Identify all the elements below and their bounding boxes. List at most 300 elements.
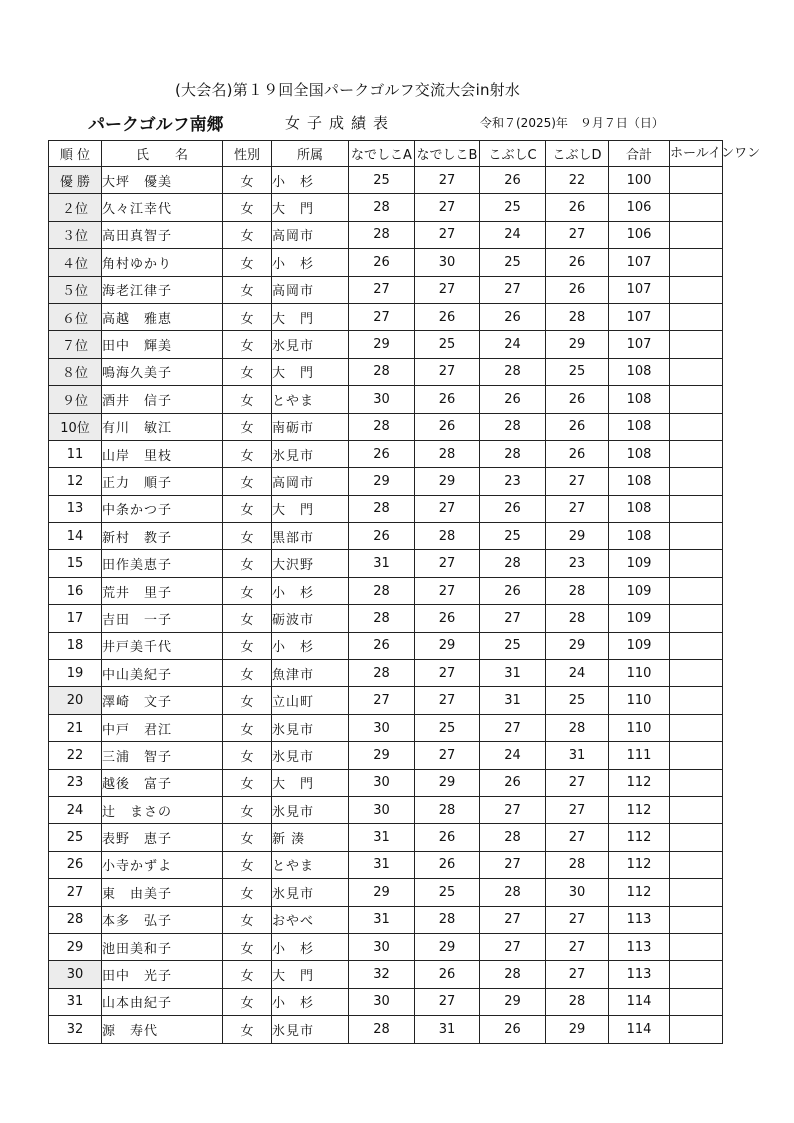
rank-cell: 17 [49,605,102,632]
score-nadeshiko-a: 28 [349,1016,415,1043]
name-cell: 中条かつ子 [102,495,223,522]
gender-cell: 女 [223,413,272,440]
score-nadeshiko-a: 31 [349,906,415,933]
total-cell: 112 [609,851,670,878]
hole-in-one-cell [670,851,723,878]
score-kobushi-d: 27 [546,495,609,522]
total-cell: 108 [609,495,670,522]
score-kobushi-c: 29 [480,988,546,1015]
total-cell: 108 [609,468,670,495]
name-cell: 田中 光子 [102,961,223,988]
total-cell: 114 [609,988,670,1015]
name-cell: 三浦 智子 [102,742,223,769]
score-kobushi-c: 26 [480,303,546,330]
rank-cell: 24 [49,796,102,823]
score-kobushi-d: 26 [546,249,609,276]
score-nadeshiko-a: 31 [349,824,415,851]
table-row [49,550,723,577]
score-nadeshiko-b: 28 [415,440,480,467]
score-kobushi-c: 26 [480,495,546,522]
table-row [49,961,723,988]
rank-cell: 29 [49,933,102,960]
total-cell: 108 [609,440,670,467]
table-row [49,851,723,878]
score-nadeshiko-a: 31 [349,550,415,577]
affiliation-cell: おやべ [272,906,349,933]
total-cell: 108 [609,523,670,550]
score-kobushi-d: 29 [546,1016,609,1043]
gender-cell: 女 [223,523,272,550]
name-cell: 本多 弘子 [102,906,223,933]
rank-cell: 28 [49,906,102,933]
score-nadeshiko-a: 30 [349,933,415,960]
score-nadeshiko-a: 30 [349,988,415,1015]
affiliation-cell: 小 杉 [272,988,349,1015]
affiliation-cell: 大 門 [272,961,349,988]
table-row [49,468,723,495]
total-cell: 112 [609,824,670,851]
affiliation-cell: 大 門 [272,194,349,221]
score-nadeshiko-a: 26 [349,440,415,467]
score-nadeshiko-b: 27 [415,495,480,522]
header-hole-in-one: ホールインワン [670,141,723,167]
score-kobushi-d: 28 [546,577,609,604]
score-kobushi-d: 29 [546,331,609,358]
score-kobushi-c: 28 [480,824,546,851]
score-kobushi-c: 26 [480,167,546,194]
score-nadeshiko-b: 25 [415,331,480,358]
score-kobushi-c: 25 [480,523,546,550]
score-kobushi-d: 27 [546,824,609,851]
gender-cell: 女 [223,358,272,385]
score-kobushi-c: 28 [480,358,546,385]
name-cell: 吉田 一子 [102,605,223,632]
gender-cell: 女 [223,906,272,933]
hole-in-one-cell [670,495,723,522]
hole-in-one-cell [670,1016,723,1043]
score-kobushi-d: 28 [546,303,609,330]
score-kobushi-d: 28 [546,851,609,878]
gender-cell: 女 [223,249,272,276]
score-nadeshiko-a: 28 [349,605,415,632]
name-cell: 田作美恵子 [102,550,223,577]
rank-cell: 26 [49,851,102,878]
sheet-title: 女子成績表 [285,114,396,132]
gender-cell: 女 [223,605,272,632]
score-kobushi-c: 28 [480,440,546,467]
total-cell: 108 [609,358,670,385]
name-cell: 鳴海久美子 [102,358,223,385]
score-nadeshiko-b: 29 [415,933,480,960]
score-kobushi-c: 31 [480,660,546,687]
hole-in-one-cell [670,249,723,276]
rank-cell: ７位 [49,331,102,358]
hole-in-one-cell [670,550,723,577]
total-cell: 109 [609,605,670,632]
score-nadeshiko-a: 26 [349,249,415,276]
score-kobushi-d: 24 [546,660,609,687]
name-cell: 酒井 信子 [102,386,223,413]
hole-in-one-cell [670,824,723,851]
table-row [49,906,723,933]
table-row [49,660,723,687]
score-nadeshiko-a: 27 [349,276,415,303]
score-nadeshiko-b: 26 [415,303,480,330]
affiliation-cell: 高岡市 [272,468,349,495]
rank-cell: 22 [49,742,102,769]
score-kobushi-d: 26 [546,194,609,221]
gender-cell: 女 [223,386,272,413]
name-cell: 高田真智子 [102,221,223,248]
total-cell: 109 [609,550,670,577]
score-kobushi-d: 29 [546,632,609,659]
score-nadeshiko-b: 27 [415,988,480,1015]
score-kobushi-d: 27 [546,221,609,248]
gender-cell: 女 [223,194,272,221]
score-nadeshiko-b: 27 [415,167,480,194]
score-nadeshiko-b: 27 [415,358,480,385]
table-row [49,879,723,906]
score-nadeshiko-a: 28 [349,495,415,522]
score-kobushi-d: 27 [546,933,609,960]
hole-in-one-cell [670,632,723,659]
rank-cell: 23 [49,769,102,796]
rank-cell: 20 [49,687,102,714]
header-total: 合計 [609,141,670,167]
name-cell: 越後 富子 [102,769,223,796]
name-cell: 大坪 優美 [102,167,223,194]
table-row [49,249,723,276]
table-row [49,331,723,358]
gender-cell: 女 [223,988,272,1015]
hole-in-one-cell [670,769,723,796]
total-cell: 110 [609,714,670,741]
affiliation-cell: 小 杉 [272,249,349,276]
header-nadeshiko-a: なでしこA [349,141,415,167]
name-cell: 山岸 里枝 [102,440,223,467]
name-cell: 辻 まさの [102,796,223,823]
gender-cell: 女 [223,796,272,823]
score-nadeshiko-a: 27 [349,303,415,330]
name-cell: 久々江幸代 [102,194,223,221]
table-row [49,440,723,467]
score-nadeshiko-b: 27 [415,194,480,221]
score-nadeshiko-b: 26 [415,386,480,413]
hole-in-one-cell [670,468,723,495]
score-kobushi-d: 27 [546,961,609,988]
total-cell: 106 [609,194,670,221]
hole-in-one-cell [670,523,723,550]
rank-cell: 12 [49,468,102,495]
table-row [49,303,723,330]
score-kobushi-c: 28 [480,413,546,440]
name-cell: 有川 敏江 [102,413,223,440]
gender-cell: 女 [223,468,272,495]
gender-cell: 女 [223,550,272,577]
rank-cell: 10位 [49,413,102,440]
table-row [49,276,723,303]
affiliation-cell: とやま [272,851,349,878]
total-cell: 107 [609,276,670,303]
total-cell: 112 [609,769,670,796]
rank-cell: 32 [49,1016,102,1043]
score-nadeshiko-a: 29 [349,742,415,769]
affiliation-cell: 高岡市 [272,276,349,303]
gender-cell: 女 [223,440,272,467]
rank-cell: 11 [49,440,102,467]
score-nadeshiko-b: 27 [415,742,480,769]
total-cell: 106 [609,221,670,248]
organization-name: パークゴルフ南郷 [88,115,224,135]
score-nadeshiko-a: 26 [349,523,415,550]
score-nadeshiko-b: 28 [415,906,480,933]
name-cell: 中戸 君江 [102,714,223,741]
hole-in-one-cell [670,331,723,358]
score-nadeshiko-b: 28 [415,523,480,550]
gender-cell: 女 [223,824,272,851]
score-nadeshiko-b: 27 [415,221,480,248]
affiliation-cell: 氷見市 [272,742,349,769]
total-cell: 113 [609,906,670,933]
rank-cell: ８位 [49,358,102,385]
affiliation-cell: 小 杉 [272,167,349,194]
name-cell: 海老江律子 [102,276,223,303]
table-row [49,742,723,769]
gender-cell: 女 [223,495,272,522]
score-nadeshiko-b: 27 [415,577,480,604]
score-kobushi-c: 26 [480,1016,546,1043]
total-cell: 113 [609,961,670,988]
rank-cell: ２位 [49,194,102,221]
score-kobushi-d: 25 [546,358,609,385]
table-row [49,577,723,604]
table-row [49,933,723,960]
results-table [48,140,761,1044]
score-nadeshiko-b: 26 [415,824,480,851]
rank-cell: 25 [49,824,102,851]
header-name: 氏 名 [102,141,223,167]
score-nadeshiko-b: 27 [415,550,480,577]
score-kobushi-c: 27 [480,906,546,933]
score-kobushi-d: 27 [546,906,609,933]
affiliation-cell: 小 杉 [272,933,349,960]
hole-in-one-cell [670,879,723,906]
score-kobushi-d: 29 [546,523,609,550]
score-kobushi-c: 24 [480,221,546,248]
score-nadeshiko-b: 29 [415,769,480,796]
score-kobushi-d: 26 [546,440,609,467]
name-cell: 池田美和子 [102,933,223,960]
score-kobushi-c: 26 [480,577,546,604]
hole-in-one-cell [670,413,723,440]
table-row [49,632,723,659]
score-kobushi-d: 28 [546,714,609,741]
gender-cell: 女 [223,851,272,878]
score-kobushi-c: 24 [480,331,546,358]
score-nadeshiko-a: 27 [349,687,415,714]
header-kobushi-d: こぶしD [546,141,609,167]
score-nadeshiko-b: 29 [415,468,480,495]
gender-cell: 女 [223,632,272,659]
score-nadeshiko-b: 30 [415,249,480,276]
score-nadeshiko-b: 25 [415,714,480,741]
score-kobushi-c: 28 [480,879,546,906]
gender-cell: 女 [223,879,272,906]
affiliation-cell: 氷見市 [272,714,349,741]
table-row [49,221,723,248]
rank-cell: ６位 [49,303,102,330]
score-kobushi-c: 24 [480,742,546,769]
tournament-title: (大会名)第１９回全国パークゴルフ交流大会in射水 [175,81,521,99]
total-cell: 112 [609,796,670,823]
total-cell: 108 [609,413,670,440]
rank-cell: 15 [49,550,102,577]
score-kobushi-c: 28 [480,550,546,577]
affiliation-cell: 大 門 [272,769,349,796]
hole-in-one-cell [670,687,723,714]
score-nadeshiko-b: 29 [415,632,480,659]
hole-in-one-cell [670,660,723,687]
score-nadeshiko-b: 26 [415,413,480,440]
hole-in-one-cell [670,358,723,385]
affiliation-cell: 氷見市 [272,1016,349,1043]
rank-cell: 16 [49,577,102,604]
total-cell: 110 [609,660,670,687]
score-kobushi-c: 27 [480,714,546,741]
score-nadeshiko-a: 32 [349,961,415,988]
rank-cell: 19 [49,660,102,687]
name-cell: 新村 教子 [102,523,223,550]
hole-in-one-cell [670,742,723,769]
table-row [49,523,723,550]
score-nadeshiko-a: 30 [349,714,415,741]
rank-cell: 27 [49,879,102,906]
hole-in-one-cell [670,714,723,741]
score-nadeshiko-a: 28 [349,660,415,687]
rank-cell: 30 [49,961,102,988]
score-nadeshiko-a: 31 [349,851,415,878]
score-nadeshiko-a: 28 [349,221,415,248]
name-cell: 源 寿代 [102,1016,223,1043]
gender-cell: 女 [223,167,272,194]
score-kobushi-d: 22 [546,167,609,194]
rank-cell: 31 [49,988,102,1015]
score-kobushi-c: 27 [480,933,546,960]
score-kobushi-d: 23 [546,550,609,577]
total-cell: 108 [609,386,670,413]
affiliation-cell: 魚津市 [272,660,349,687]
score-kobushi-c: 25 [480,249,546,276]
score-kobushi-c: 23 [480,468,546,495]
gender-cell: 女 [223,742,272,769]
hole-in-one-cell [670,440,723,467]
name-cell: 正力 順子 [102,468,223,495]
gender-cell: 女 [223,221,272,248]
score-nadeshiko-a: 29 [349,879,415,906]
affiliation-cell: 南砺市 [272,413,349,440]
affiliation-cell: 氷見市 [272,796,349,823]
total-cell: 114 [609,1016,670,1043]
score-kobushi-c: 27 [480,796,546,823]
table-row [49,413,723,440]
score-kobushi-c: 26 [480,386,546,413]
total-cell: 100 [609,167,670,194]
affiliation-cell: 大 門 [272,303,349,330]
hole-in-one-cell [670,988,723,1015]
affiliation-cell: 大沢野 [272,550,349,577]
gender-cell: 女 [223,577,272,604]
score-nadeshiko-b: 28 [415,796,480,823]
score-kobushi-d: 26 [546,386,609,413]
affiliation-cell: 氷見市 [272,879,349,906]
table-row [49,386,723,413]
score-nadeshiko-a: 28 [349,358,415,385]
affiliation-cell: 大 門 [272,495,349,522]
name-cell: 井戸美千代 [102,632,223,659]
score-nadeshiko-b: 26 [415,851,480,878]
score-nadeshiko-a: 29 [349,468,415,495]
hole-in-one-cell [670,276,723,303]
name-cell: 東 由美子 [102,879,223,906]
name-cell: 中山美紀子 [102,660,223,687]
gender-cell: 女 [223,961,272,988]
table-row [49,714,723,741]
table-row [49,495,723,522]
total-cell: 107 [609,331,670,358]
score-nadeshiko-a: 25 [349,167,415,194]
score-kobushi-c: 31 [480,687,546,714]
total-cell: 107 [609,249,670,276]
name-cell: 角村ゆかり [102,249,223,276]
hole-in-one-cell [670,961,723,988]
total-cell: 109 [609,577,670,604]
table-row [49,1016,723,1043]
total-cell: 110 [609,687,670,714]
score-kobushi-d: 27 [546,468,609,495]
rank-cell: 21 [49,714,102,741]
affiliation-cell: 立山町 [272,687,349,714]
score-kobushi-d: 26 [546,276,609,303]
total-cell: 111 [609,742,670,769]
affiliation-cell: とやま [272,386,349,413]
table-row [49,167,723,194]
gender-cell: 女 [223,933,272,960]
score-nadeshiko-a: 29 [349,331,415,358]
score-nadeshiko-b: 26 [415,605,480,632]
gender-cell: 女 [223,769,272,796]
name-cell: 表野 恵子 [102,824,223,851]
hole-in-one-cell [670,577,723,604]
score-nadeshiko-b: 27 [415,276,480,303]
table-row [49,194,723,221]
name-cell: 荒井 里子 [102,577,223,604]
hole-in-one-cell [670,194,723,221]
header-affiliation: 所属 [272,141,349,167]
hole-in-one-cell [670,386,723,413]
score-nadeshiko-b: 26 [415,961,480,988]
results-body [49,167,723,1044]
score-kobushi-d: 26 [546,413,609,440]
affiliation-cell: 氷見市 [272,331,349,358]
score-kobushi-d: 31 [546,742,609,769]
table-row [49,824,723,851]
total-cell: 112 [609,879,670,906]
affiliation-cell: 黒部市 [272,523,349,550]
score-nadeshiko-a: 28 [349,413,415,440]
table-row [49,796,723,823]
table-row [49,358,723,385]
header-gender: 性別 [223,141,272,167]
